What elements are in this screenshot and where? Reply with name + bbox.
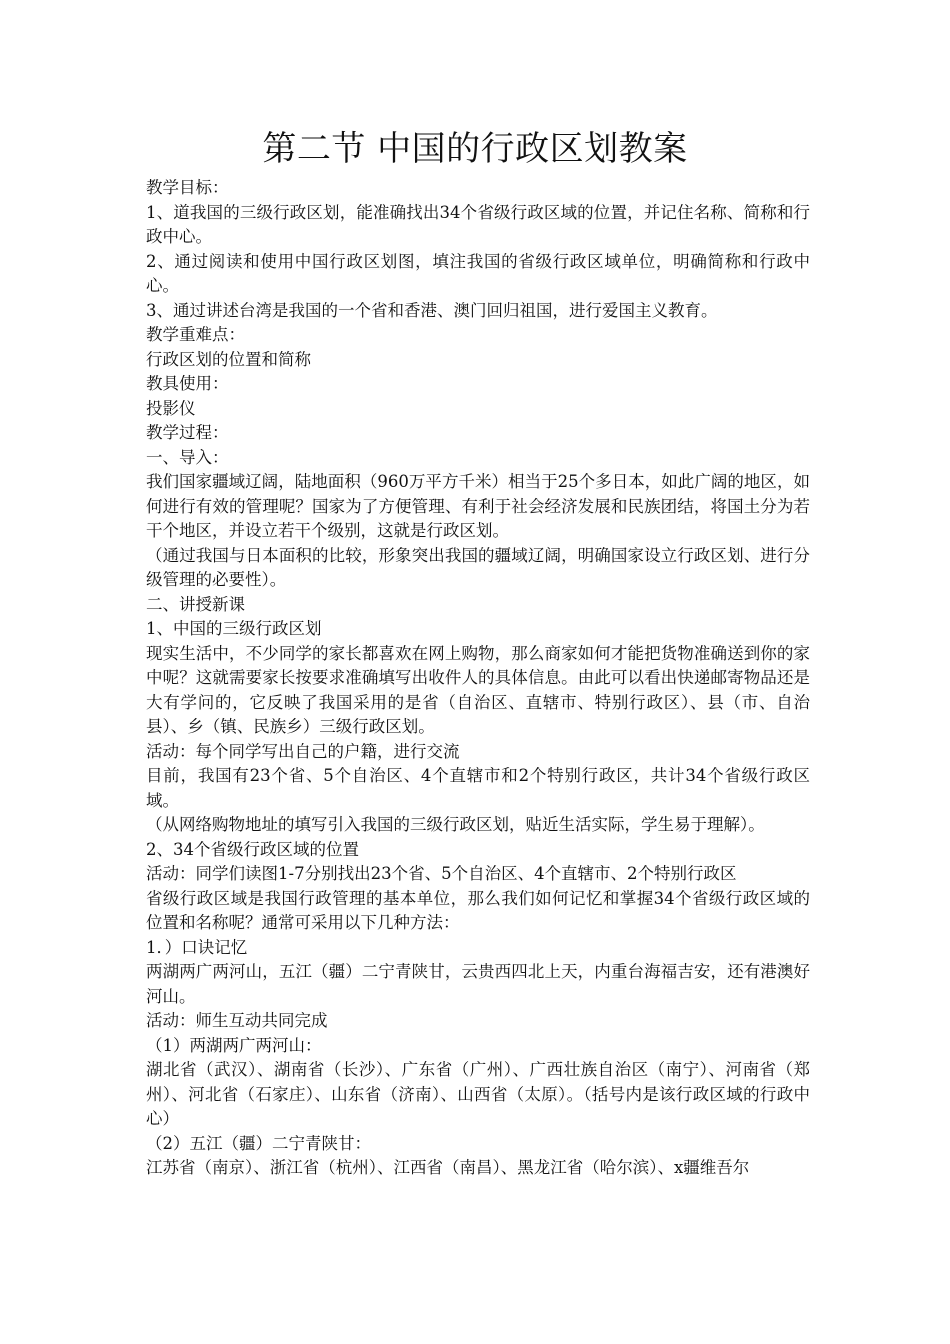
paragraph: 活动：每个同学写出自己的户籍，进行交流 [146,741,460,761]
paragraph: 我们国家疆域辽阔，陆地面积（960万平方千米）相当于25个多日本，如此广阔的地区，如何进行有效的管理呢？国家为了方便管理、有利于社会经济发展和民族团结，将国土分为若干个地区，并设立若干个级别，这就是行政区划。 [146,472,810,540]
paragraph: 2、34个省级行政区域的位置 [146,839,359,859]
paragraph: 行政区划的位置和简称 [146,349,311,369]
paragraph: 3、通过讲述台湾是我国的一个省和香港、澳门回归祖国，进行爱国主义教育。 [146,300,718,320]
paragraph: 教学目标： [146,178,229,197]
paragraph: 江苏省（南京）、浙江省（杭州）、江西省（南昌）、黑龙江省（哈尔滨）、x疆维吾尔 [146,1158,750,1177]
paragraph: （1）两湖两广两河山： [146,1035,322,1055]
paragraph: 1．）口诀记忆 [146,937,248,957]
paragraph: （2）五江（疆）二宁青陕甘： [146,1133,371,1153]
document-title: 第二节 中国的行政区划教案 [262,129,688,169]
paragraph: （通过我国与日本面积的比较，形象突出我国的疆域辽阔，明确国家设立行政区划、进行分级管理的必要性）。 [146,545,810,589]
paragraph: 湖北省（武汉）、湖南省（长沙）、广东省（广州）、广西壮族自治区（南宁）、河南省（郑州）、河北省（石家庄）、山东省（济南）、山西省（太原）。（括号内是该行政区域的行政中心） [146,1060,810,1128]
paragraph: 1、道我国的三级行政区划，能准确找出34个省级行政区域的位置，并记住名称、简称和行政中心。 [146,202,810,246]
paragraph: （从网络购物地址的填写引入我国的三级行政区划，贴近生活实际，学生易于理解）。 [146,815,765,834]
document-body [146,176,810,1181]
paragraph: 一、导入： [146,447,229,467]
paragraph: 教学过程： [146,423,229,442]
paragraph: 教学重难点： [146,325,245,344]
paragraph: 投影仪 [146,398,196,418]
paragraph: 两湖两广两河山，五江（疆）二宁青陕甘，云贵西四北上天，内重台海福吉安，还有港澳好河山。 [146,962,810,1006]
paragraph: 2、通过阅读和使用中国行政区划图，填注我国的省级行政区域单位，明确简称和行政中心。 [146,251,810,295]
paragraph: 活动：同学们读图1-7分别找出23个省、5个自治区、4个直辖市、2个特别行政区 [146,864,737,883]
paragraph: 省级行政区域是我国行政管理的基本单位，那么我们如何记忆和掌握34个省级行政区域的位置和名称呢？通常可采用以下几种方法： [146,888,810,932]
paragraph: 目前，我国有23个省、5个自治区、4个直辖市和2个特别行政区，共计34个省级行政区域。 [146,766,810,810]
paragraph: 活动：师生互动共同完成 [146,1011,328,1030]
paragraph: 1、中国的三级行政区划 [146,619,322,638]
paragraph: 教具使用： [146,374,229,393]
paragraph: 现实生活中，不少同学的家长都喜欢在网上购物，那么商家如何才能把货物准确送到你的家中呢？这就需要家长按要求准确填写出收件人的具体信息。由此可以看出快递邮寄物品还是大有学问的，它反映了我国采用的是省（自治区、直辖市、特别行政区）、县（市、自治县）、乡（镇、民族乡）三级行政区划。 [146,643,810,736]
paragraph: 二、讲授新课 [146,594,245,614]
